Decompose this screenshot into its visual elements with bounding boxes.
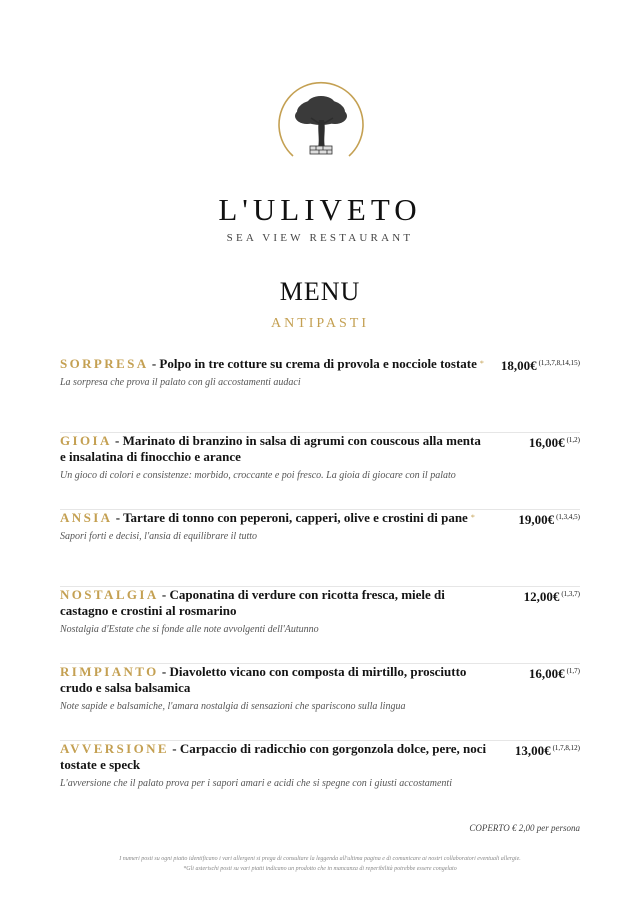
dish-title: Polpo in tre cotture su crema di provola e nocciole tostate bbox=[159, 356, 477, 371]
menu-title: MENU bbox=[279, 277, 361, 306]
dish-price bbox=[524, 589, 580, 605]
dish-name: SORPRESA bbox=[60, 356, 149, 371]
dish-heading: SORPRESA - Polpo in tre cotture su crema di provola e nocciole tostate * bbox=[60, 356, 484, 371]
restaurant-tagline: SEA VIEW RESTAURANT bbox=[226, 232, 414, 244]
dish-description: Un gioco di colori e consistenze: morbido, croccante e poi fresco. La gioia di giocare con il palato bbox=[60, 470, 456, 481]
allergen-codes: (1,3,4,5) bbox=[556, 513, 580, 521]
dish-heading: RIMPIANTO - Diavoletto vicano con composta di mirtillo, prosciutto crudo e salsa balsamica bbox=[60, 664, 467, 695]
dish-name: RIMPIANTO bbox=[60, 664, 159, 679]
dish-name: GIOIA bbox=[60, 433, 112, 448]
dish-title: Diavoletto vicano con composta di mirtillo, prosciutto crudo e salsa balsamica bbox=[60, 664, 467, 695]
price-value: 16,00€ bbox=[528, 666, 565, 681]
dish-item bbox=[60, 741, 580, 817]
price-value: 12,00€ bbox=[523, 589, 560, 604]
dish-price bbox=[515, 743, 580, 759]
dish-description: Sapori forti e decisi, l'ansia di equilibrare il tutto bbox=[60, 531, 258, 542]
dish-description: Note sapide e balsamiche, l'amara nostalgia di sensazioni che spariscono sulla lingua bbox=[60, 701, 406, 712]
cover-charge: COPERTO € 2,00 per persona bbox=[469, 823, 580, 833]
dish-list bbox=[60, 356, 580, 817]
dish-price bbox=[518, 512, 580, 528]
dish-item bbox=[60, 433, 580, 510]
dish-title: Marinato di branzino in salsa di agrumi con couscous alla menta e insalatina di finocchio e arance bbox=[60, 433, 481, 464]
dish-name: ANSIA bbox=[60, 510, 113, 525]
dish-heading: GIOIA - Marinato di branzino in salsa di agrumi con couscous alla menta e insalatina di finocchio e arance bbox=[60, 433, 481, 464]
dish-item bbox=[60, 356, 580, 433]
dish-price bbox=[501, 358, 580, 374]
dish-item bbox=[60, 510, 580, 587]
dish-item bbox=[60, 587, 580, 664]
dish-description: La sorpresa che prova il palato con gli accostamenti audaci bbox=[60, 377, 301, 388]
dish-description: Nostalgia d'Estate che si fonde alle note avvolgenti dell'Autunno bbox=[60, 624, 319, 635]
price-value: 18,00€ bbox=[500, 358, 537, 373]
allergen-codes: (1,3,7,8,14,15) bbox=[538, 359, 580, 367]
price-value: 13,00€ bbox=[514, 743, 551, 758]
dish-description: L'avversione che il palato prova per i sapori amari e acidi che si spegne con i giusti accostamenti bbox=[60, 778, 452, 789]
allergen-codes: (1,7,8,12) bbox=[552, 744, 580, 752]
price-value: 19,00€ bbox=[518, 512, 555, 527]
allergen-codes: (1,2) bbox=[566, 436, 580, 444]
restaurant-name: L'ULIVETO bbox=[218, 192, 422, 227]
price-value: 16,00€ bbox=[528, 435, 565, 450]
allergen-codes: (1,3,7) bbox=[561, 590, 580, 598]
dish-title: Caponatina di verdure con ricotta fresca, miele di castagno e crostini al rosmarino bbox=[60, 587, 445, 618]
dish-price bbox=[529, 435, 580, 451]
dish-title: Tartare di tonno con peperoni, capperi, olive e crostini di pane bbox=[123, 510, 468, 525]
asterisk-mark: * bbox=[479, 359, 484, 368]
dish-item bbox=[60, 664, 580, 741]
dish-price bbox=[529, 666, 580, 682]
dish-heading: ANSIA - Tartare di tonno con peperoni, capperi, olive e crostini di pane * bbox=[60, 510, 475, 525]
allergen-footnote: I numeri posti su ogni piatto identificano i vari allergeni si prega di consultare la leggenda all'ultima pagina e di comunicare ai nostri collaboratori eventuali allergie. bbox=[119, 856, 521, 862]
allergen-codes: (1,7) bbox=[566, 667, 580, 675]
dish-heading: AVVERSIONE - Carpaccio di radicchio con gorgonzola dolce, pere, noci tostate e speck bbox=[60, 741, 487, 772]
dish-name: AVVERSIONE bbox=[60, 741, 170, 756]
section-title: ANTIPASTI bbox=[270, 316, 370, 331]
dish-heading: NOSTALGIA - Caponatina di verdure con ricotta fresca, miele di castagno e crostini al rosmarino bbox=[60, 587, 445, 618]
dish-title: Carpaccio di radicchio con gorgonzola dolce, pere, noci tostate e speck bbox=[60, 741, 487, 772]
olive-tree-logo-icon bbox=[277, 78, 365, 166]
dish-name: NOSTALGIA bbox=[60, 587, 159, 602]
asterisk-mark: * bbox=[470, 513, 475, 522]
frozen-footnote: *Gli asterischi posti su vari piatti indicano un prodotto che in mancanza di reperibilità potrebbe essere congelato bbox=[183, 866, 457, 872]
